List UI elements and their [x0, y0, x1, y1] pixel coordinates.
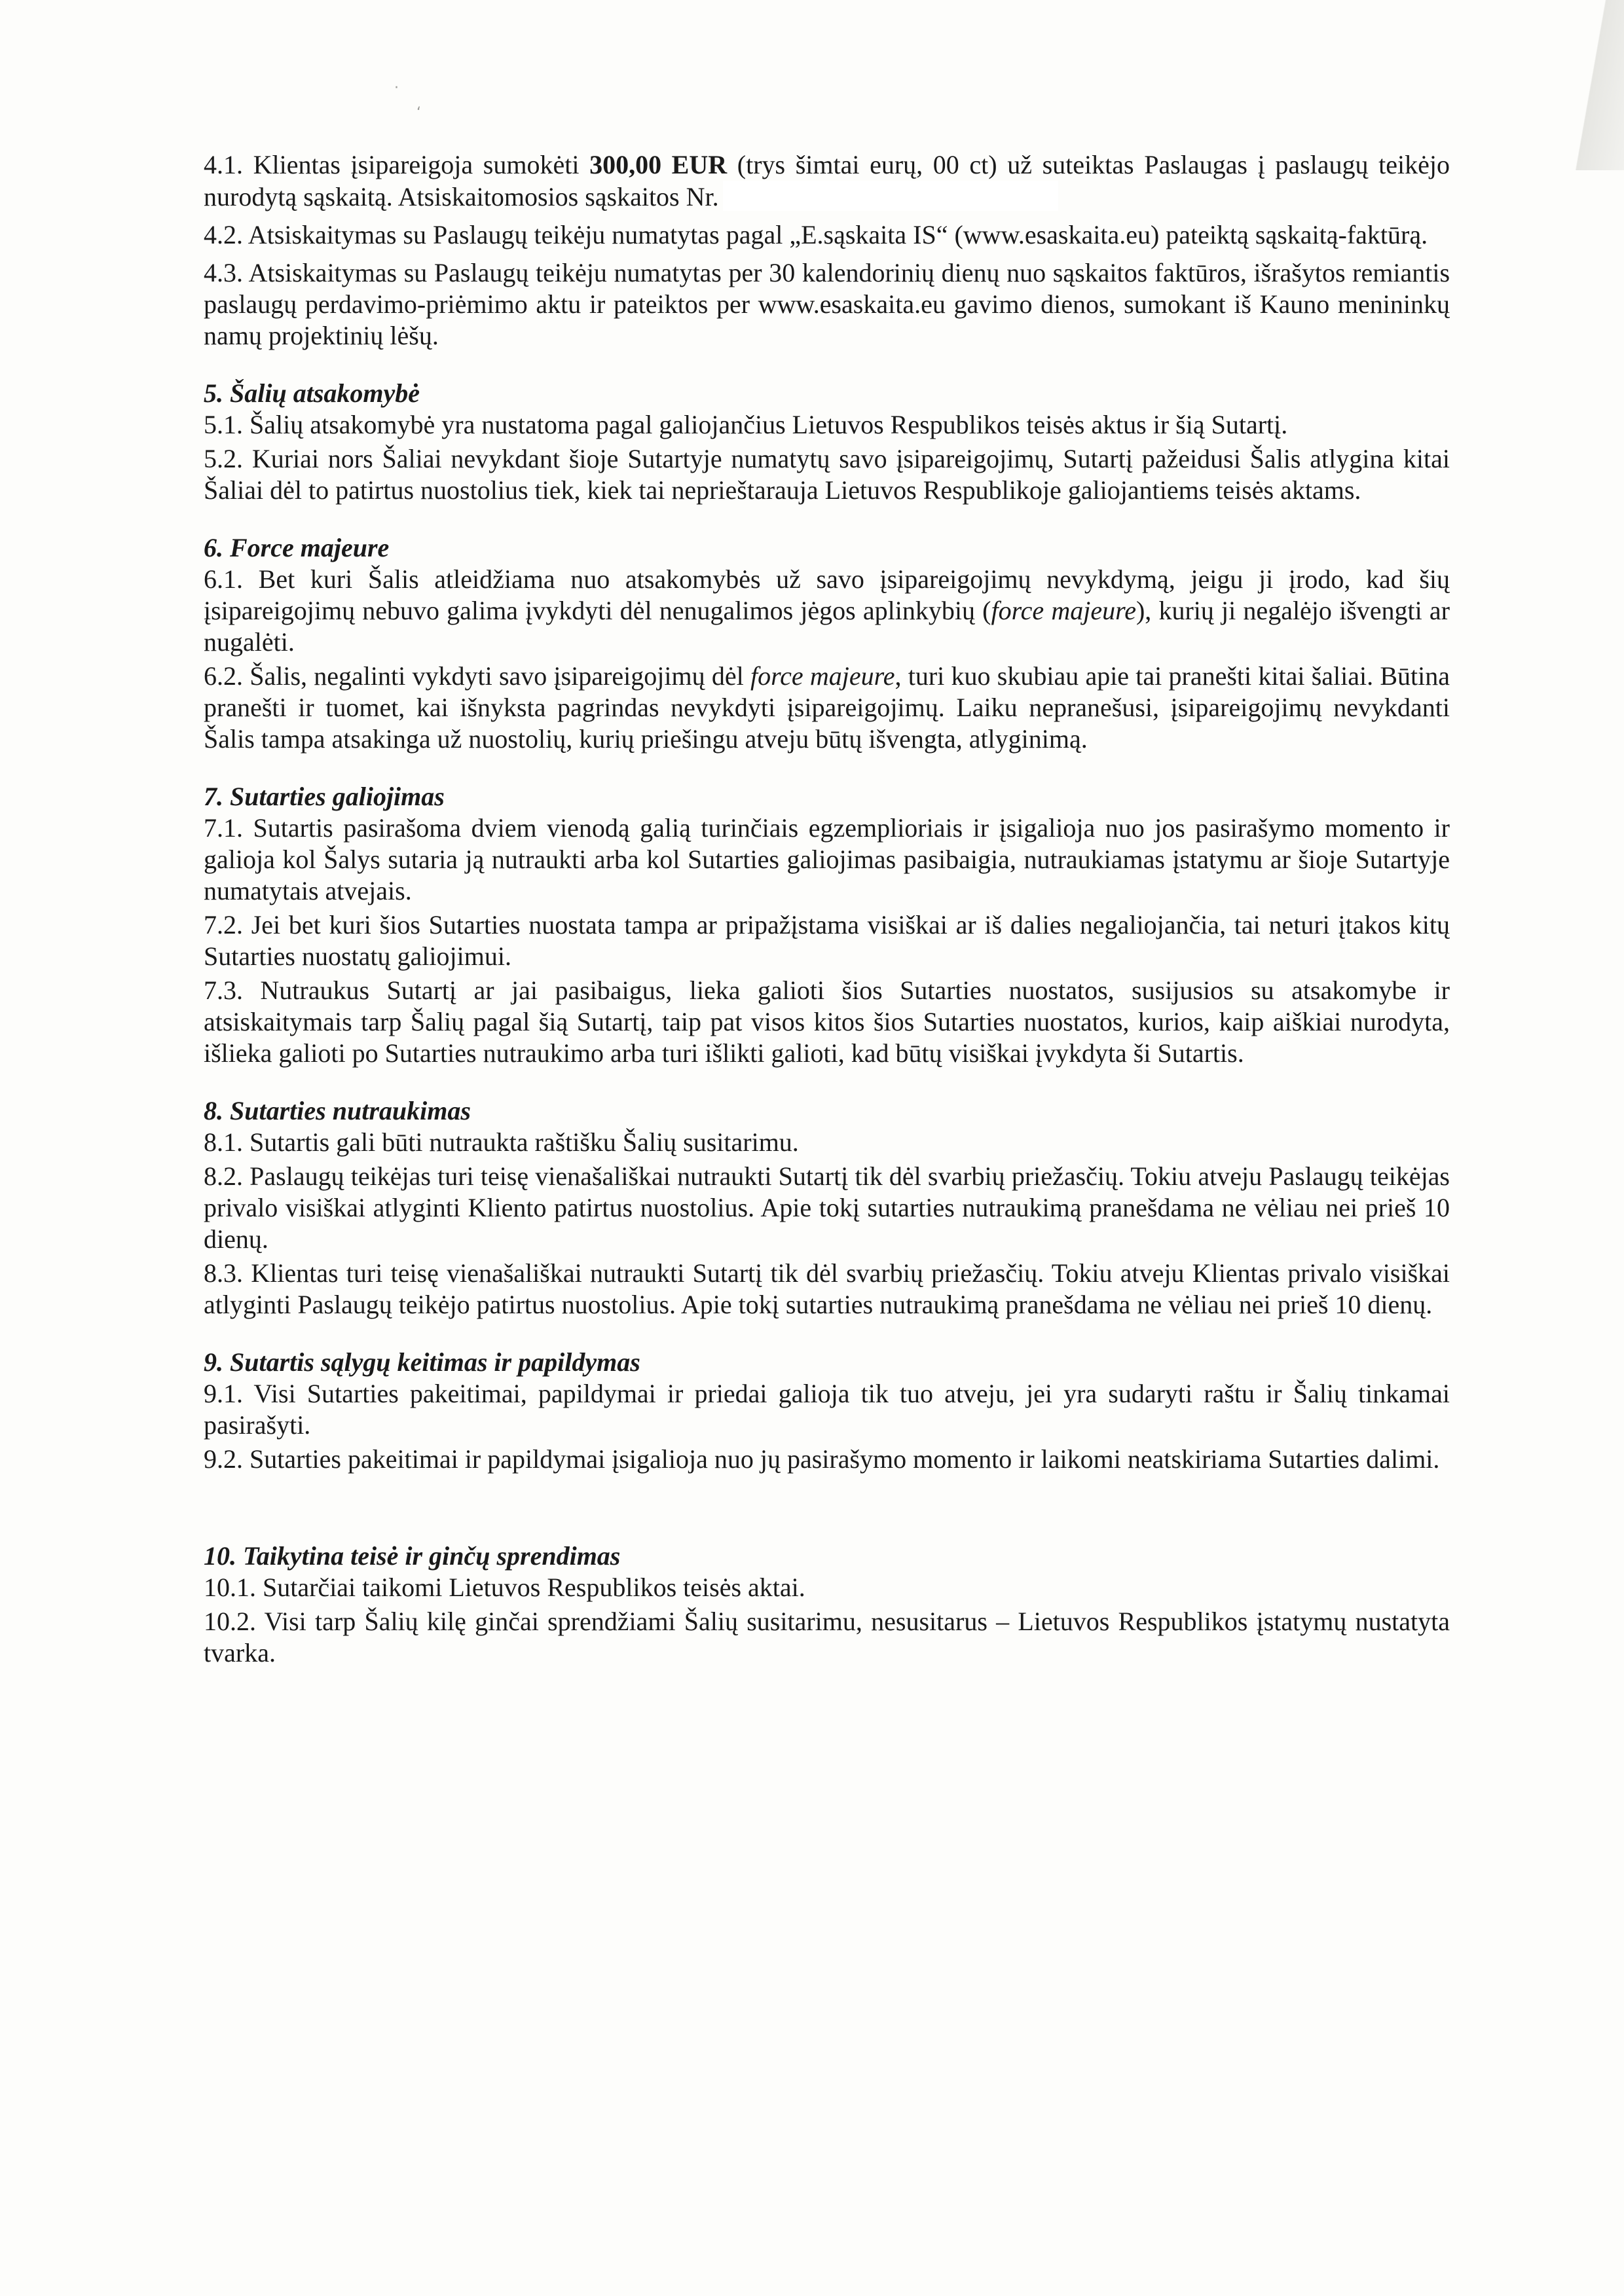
clause-5-1: 5.1. Šalių atsakomybė yra nustatoma pagal galiojančius Lietuvos Respublikos teisės aktus ir šią Sutartį. — [204, 410, 1288, 439]
clause-8-2: 8.2. Paslaugų teikėjas turi teisę vienašališkai nutraukti Sutartį tik dėl svarbių priežasčių. Tokiu atveju Paslaugų teikėjas privalo visiškai atlyginti Kliento patirtus nuostolius. Apie tokį sutarties nutraukimą pranešdama ne vėliau nei prieš 10 dienų. — [204, 1161, 1450, 1254]
clause-7-1: 7.1. Sutartis pasirašoma dviem vienodą galią turinčiais egzemplioriais ir įsigalioja nuo jos pasirašymo momento ir galioja kol Šalys sutaria ją nutraukti arba kol Sutarties galiojimas pasibaigia, nutraukiamas įstatymu ar šioje Sutartyje numatytais atvejais. — [204, 813, 1450, 905]
clause-6-2: 6.2. Šalis, negalinti vykdyti savo įsipareigojimų dėl force majeure, turi kuo skubiau apie tai pranešti kitai šaliai. Būtina pranešti ir tuomet, kai išnyksta pagrindas nevykdyti įsipareigojimų. Laiku nepranešusi, įsipareigojimų nevykdanti Šalis tampa atsakinga už nuostolių, kurių priešingu atveju būtų išvengta, atlyginimą. — [204, 661, 1450, 754]
scan-speck: · — [394, 80, 399, 96]
clause-7-3: 7.3. Nutraukus Sutartį ar jai pasibaigus, lieka galioti šios Sutarties nuostatos, susijusios su atsakomybe ir atsiskaitymais tarp Šalių pagal šią Sutartį, taip pat visos kitos šios Sutarties nuostatos, kurios, kaip aiškiai nurodyta, išlieka galioti po Sutarties nutraukimo arba turi išlikti galioti, kad būtų visiškai įvykdyta ši Sutartis. — [204, 975, 1450, 1068]
payment-amount: 300,00 EUR — [589, 150, 728, 179]
clause-4-3: 4.3. Atsiskaitymas su Paslaugų teikėju numatytas per 30 kalendorinių dienų nuo sąskaitos faktūros, išrašytos remiantis paslaugų perdavimo-priėmimo aktu ir pateiktos per www.esaskaita.eu gavimo dienos, sumokant iš Kauno menininkų namų projektinių lėšų. — [204, 258, 1450, 350]
section-7-heading: 7. Sutarties galiojimas — [204, 782, 445, 811]
clause-8-1: 8.1. Sutartis gali būti nutraukta raštišku Šalių susitarimu. — [204, 1127, 799, 1157]
clause-10-2: 10.2. Visi tarp Šalių kilę ginčai sprendžiami Šalių susitarimu, nesusitarus – Lietuvos Respublikos įstatymų nustatyta tvarka. — [204, 1607, 1450, 1667]
section-5-heading: 5. Šalių atsakomybė — [204, 378, 420, 408]
clause-7-2: 7.2. Jei bet kuri šios Sutarties nuostata tampa ar pripažįstama visiškai ar iš dalies negaliojančia, tai neturi įtakos kitų Sutarties nuostatų galiojimui. — [204, 910, 1450, 971]
clause-8-3: 8.3. Klientas turi teisę vienašališkai nutraukti Sutartį tik dėl svarbių priežasčių. Tokiu atveju Klientas privalo visiškai atlyginti Paslaugų teikėjo patirtus nuostolius. Apie tokį sutarties nutraukimą pranešdama ne vėliau nei prieš 10 dienų. — [204, 1258, 1450, 1319]
clause-5-2: 5.2. Kuriai nors Šaliai nevykdant šioje Sutartyje numatytų savo įsipareigojimų, Sutartį pažeidusi Šalis atlygina kitai Šaliai dėl to patirtus nuostolius tiek, kiek tai neprieštarauja Lietuvos Respublikoje galiojantiems teisės aktams. — [204, 444, 1450, 505]
clause-9-1: 9.1. Visi Sutarties pakeitimai, papildymai ir priedai galioja tik tuo atveju, jei yra sudaryti raštu ir Šalių tinkamai pasirašyti. — [204, 1379, 1450, 1440]
redacted-account-number — [723, 181, 1058, 211]
clause-4-2: 4.2. Atsiskaitymas su Paslaugų teikėju numatytas pagal „E.sąskaita IS“ (www.esaskaita.eu) pateiktą sąskaitą-faktūrą. — [204, 220, 1428, 249]
clause-4-1: 4.1. Klientas įsipareigoja sumokėti 300,00 EUR (trys šimtai eurų, 00 ct) už suteiktas Paslaugas į paslaugų teikėjo nurodytą sąskaitą. Atsiskaitomosios sąskaitos Nr. — [204, 150, 1450, 211]
section-8-heading: 8. Sutarties nutraukimas — [204, 1096, 471, 1125]
section-6-heading: 6. Force majeure — [204, 533, 390, 562]
section-10-heading: 10. Taikytina teisė ir ginčų sprendimas — [204, 1541, 621, 1571]
clause-6-1: 6.1. Bet kuri Šalis atleidžiama nuo atsakomybės už savo įsipareigojimų nevykdymą, jeigu ji įrodo, kad šių įsipareigojimų nebuvo galima įvykdyti dėl nenugalimos jėgos aplinkybių (force majeure), kurių ji negalėjo išvengti ar nugalėti. — [204, 564, 1450, 657]
contract-text — [204, 149, 1450, 1671]
clause-10-1: 10.1. Sutarčiai taikomi Lietuvos Respublikos teisės aktai. — [204, 1573, 805, 1602]
scan-speck: ‘ — [416, 105, 421, 121]
clause-9-2: 9.2. Sutarties pakeitimai ir papildymai įsigalioja nuo jų pasirašymo momento ir laikomi neatskiriama Sutarties dalimi. — [204, 1444, 1440, 1474]
section-9-heading: 9. Sutartis sąlygų keitimas ir papildymas — [204, 1347, 640, 1377]
page-corner-fold — [1545, 0, 1624, 170]
